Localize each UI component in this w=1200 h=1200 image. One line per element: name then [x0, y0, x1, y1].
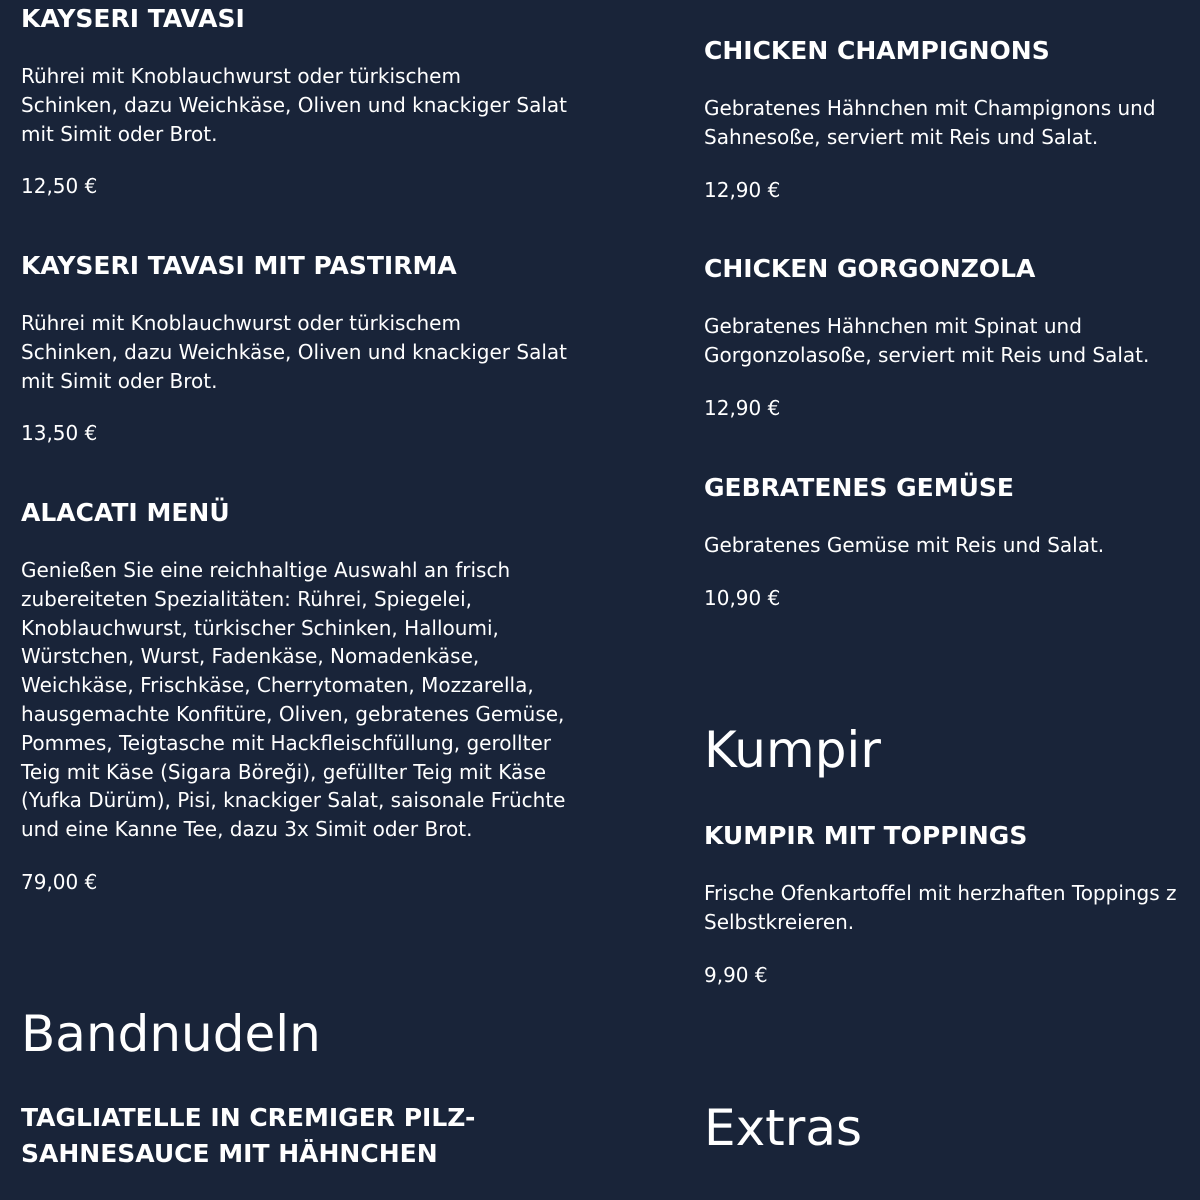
- menu-item-description: Gebratenes Hähnchen mit Champignons und Sahnesoße, serviert mit Reis und Salat.: [704, 96, 1156, 149]
- menu-item-gebratenes-gemuese: [704, 470, 1200, 612]
- menu-item-title: TAGLIATELLE IN CREMIGER PILZ- SAHNESAUCE MIT HÄHNCHEN: [21, 1103, 476, 1168]
- menu-item-price: 9,90 €: [704, 962, 768, 987]
- menu-item-price: 13,50 €: [21, 421, 98, 446]
- menu-item-title: CHICKEN GORGONZOLA: [704, 254, 1036, 283]
- menu-item-price: 12,90 €: [704, 177, 781, 202]
- section-kumpir: [704, 720, 1200, 989]
- menu-item-description: Rührei mit Knoblauchwurst oder türkischem Schinken, dazu Weichkäse, Oliven und knackiger Salat mit Simit oder Brot.: [21, 311, 567, 393]
- menu-item-price: 12,50 €: [21, 174, 98, 199]
- menu-item-kayseri-tavasi-pastirma: [21, 248, 611, 447]
- menu-item-price: 12,90 €: [704, 395, 781, 420]
- menu-item-description: Gebratenes Hähnchen mit Spinat und Gorgonzolasoße, serviert mit Reis und Salat.: [704, 314, 1150, 367]
- menu-item-title: CHICKEN CHAMPIGNONS: [704, 36, 1050, 65]
- menu-item-description: Frische Ofenkartoffel mit herzhaften Toppings z Selbstkreieren.: [704, 881, 1177, 934]
- menu-item-description: Gebratenes Gemüse mit Reis und Salat.: [704, 533, 1105, 557]
- menu-item-chicken-champignons: [704, 33, 1200, 204]
- menu-item-title: KUMPIR MIT TOPPINGS: [704, 821, 1028, 850]
- section-title: Extras: [704, 1099, 863, 1157]
- section-bandnudeln: [21, 1004, 611, 1172]
- menu-item-description: Rührei mit Knoblauchwurst oder türkischem Schinken, dazu Weichkäse, Oliven und knackiger Salat mit Simit oder Brot.: [21, 64, 567, 146]
- menu-item-title: KAYSERI TAVASI MIT PASTIRMA: [21, 251, 457, 280]
- menu-item-alacati-menue: [21, 495, 611, 896]
- menu-item-title: ALACATI MENÜ: [21, 498, 230, 527]
- menu-item-title: GEBRATENES GEMÜSE: [704, 473, 1015, 502]
- section-title: Bandnudeln: [21, 1005, 321, 1063]
- menu-item-chicken-gorgonzola: [704, 251, 1200, 422]
- menu-item-price: 10,90 €: [704, 585, 781, 610]
- menu-item-kayseri-tavasi: [21, 1, 611, 200]
- section-title: Kumpir: [704, 721, 881, 779]
- menu-item-price: 79,00 €: [21, 869, 98, 894]
- section-extras: [704, 1098, 1200, 1158]
- menu-item-title: KAYSERI TAVASI: [21, 4, 245, 33]
- menu-item-description: Genießen Sie eine reichhaltige Auswahl an frisch zubereiteten Spezialitäten: Rührei, Spiegelei, Knoblauchwurst, türkischer Schinken, Halloumi, Würstchen, Wurst, Fadenkäse, Nomadenkäse, Weichkäse, Frischkäse, Cherrytomaten, Mozzarella, hausgemachte Konfitüre, Oliven, gebratenes Gemüse, Pommes, Teigtasche mit Hackfleischfüllung, gerollter Teig mit Käse (Sigara Böreği), gefüllter Teig mit Käse (Yufka Dürüm), Pisi, knackiger Salat, saisonale Früchte und eine Kanne Tee, dazu 3x Simit oder Brot.: [21, 558, 566, 842]
